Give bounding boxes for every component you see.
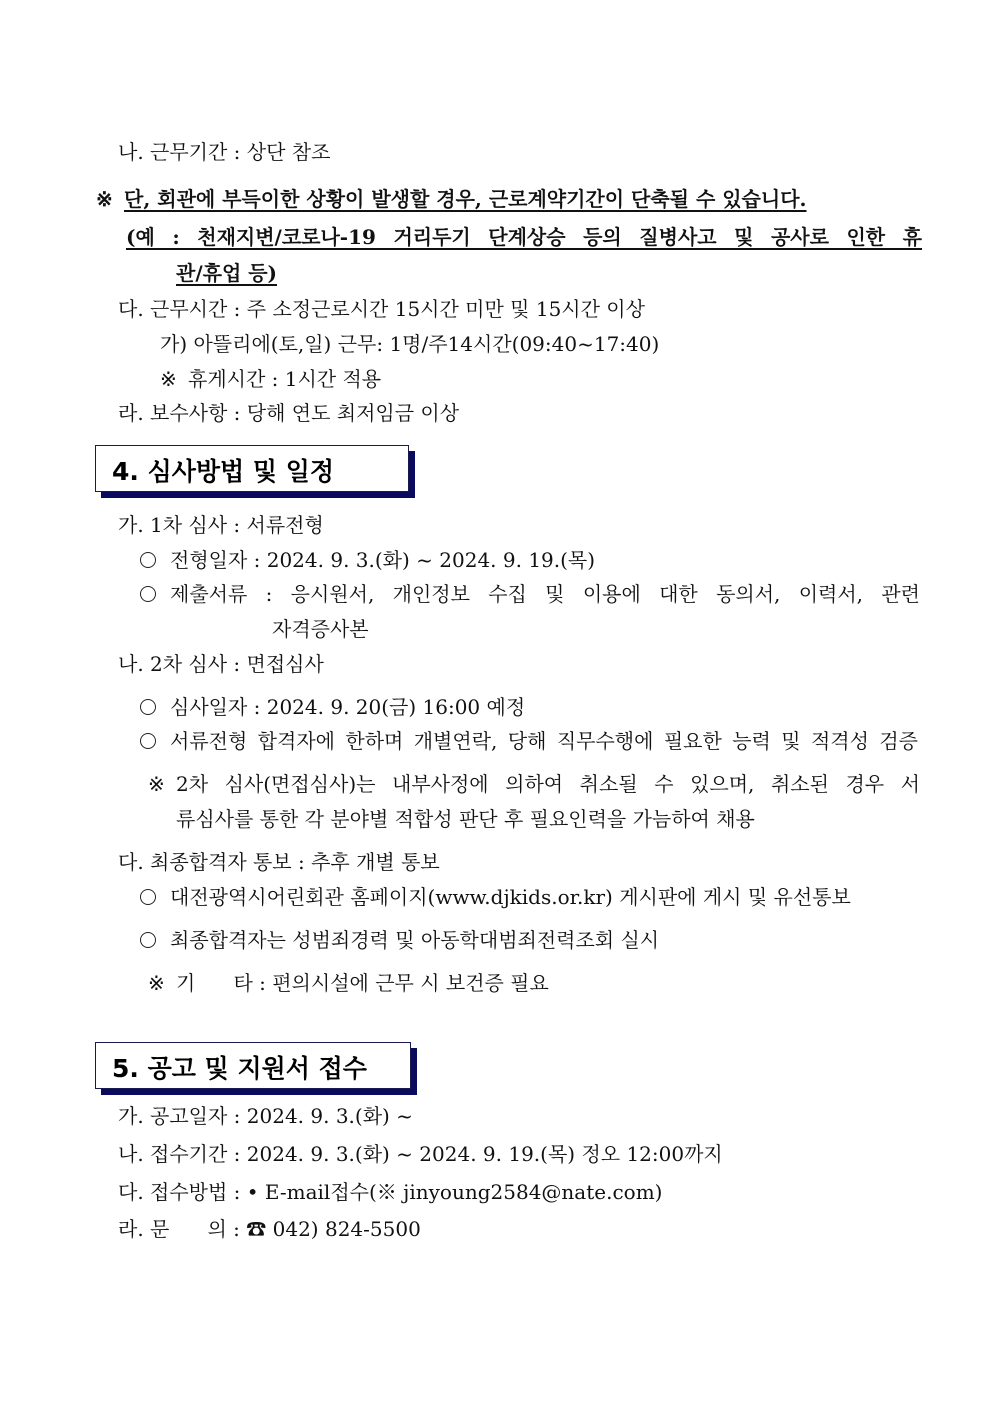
section-4-heading xyxy=(95,445,409,492)
circle-bullet-icon xyxy=(140,932,156,948)
final-1-text: 대전광역시어린회관 홈페이지(www.djkids.or.kr) 게시판에 게시 및 유선통보 xyxy=(170,885,851,909)
receipt-period: 나. 접수기간 : 2024. 9. 3.(화) ~ 2024. 9. 19.(목) 정오 12:00까지 xyxy=(118,1142,723,1166)
first-review-docs xyxy=(140,580,920,608)
etc-note xyxy=(148,969,549,997)
second-review-desc xyxy=(140,727,918,755)
notice-text-1: 단, 회관에 부득이한 상황이 발생할 경우, 근로계약기간이 단축될 수 있습니다. xyxy=(124,187,807,211)
rest-time-text: 휴게시간 : 1시간 적용 xyxy=(188,367,382,391)
second-review-note-cont: 류심사를 통한 각 분야별 적합성 판단 후 필요인력을 가늠하여 채용 xyxy=(176,807,755,831)
section-5-heading xyxy=(95,1042,411,1089)
first-review-date xyxy=(140,546,595,574)
reference-mark-icon: ※ xyxy=(96,187,113,211)
notice-date: 가. 공고일자 : 2024. 9. 3.(화) ~ xyxy=(118,1104,413,1128)
second-review-date xyxy=(140,693,525,721)
section-4-title: 4. 심사방법 및 일정 xyxy=(112,457,335,486)
second-review: 나. 2차 심사 : 면접심사 xyxy=(118,652,324,676)
reference-mark-icon: ※ xyxy=(160,367,177,391)
final-2-text: 최종합격자는 성범죄경력 및 아동학대범죄전력조회 실시 xyxy=(170,928,660,952)
rest-time xyxy=(160,365,381,393)
reference-mark-icon: ※ xyxy=(148,971,165,995)
first-docs-text: 제출서류 : 응시원서, 개인정보 수집 및 이용에 대한 동의서, 이력서, 관련 xyxy=(170,582,920,606)
circle-bullet-icon xyxy=(140,699,156,715)
notice-line-3: 관/휴업 등) xyxy=(176,261,278,285)
section-5-title: 5. 공고 및 지원서 접수 xyxy=(112,1054,367,1083)
receipt-method: 다. 접수방법 : • E-mail접수(※ jinyoung2584@nate.com) xyxy=(118,1180,663,1204)
first-review-docs-cont: 자격증사본 xyxy=(272,617,369,641)
reference-mark-icon: ※ xyxy=(148,772,165,796)
second-desc-text: 서류전형 합격자에 한하며 개별연락, 당해 직무수행에 필요한 능력 및 적격성 검증 xyxy=(170,729,918,753)
notice-line-2: (예 : 천재지변/코로나-19 거리두기 단계상승 등의 질병사고 및 공사로 인한 휴 xyxy=(126,225,922,249)
atelier-work: 가) 아뜰리에(토,일) 근무: 1명/주14시간(09:40~17:40) xyxy=(160,332,660,356)
circle-bullet-icon xyxy=(140,733,156,749)
first-date-text: 전형일자 : 2024. 9. 3.(화) ~ 2024. 9. 19.(목) xyxy=(170,548,596,572)
work-hours: 다. 근무시간 : 주 소정근로시간 15시간 미만 및 15시간 이상 xyxy=(118,297,645,321)
contact: 라. 문 의 : ☎ 042) 824-5500 xyxy=(118,1217,421,1241)
circle-bullet-icon xyxy=(140,552,156,568)
work-period: 나. 근무기간 : 상단 참조 xyxy=(118,140,331,164)
final-notice-1 xyxy=(140,883,851,911)
etc-text: 기 타 : 편의시설에 근무 시 보건증 필요 xyxy=(176,971,549,995)
final-notice: 다. 최종합격자 통보 : 추후 개별 통보 xyxy=(118,850,440,874)
final-notice-2 xyxy=(140,926,659,954)
second-review-note xyxy=(148,770,920,798)
circle-bullet-icon xyxy=(140,586,156,602)
first-review: 가. 1차 심사 : 서류전형 xyxy=(118,513,324,537)
second-date-text: 심사일자 : 2024. 9. 20(금) 16:00 예정 xyxy=(170,695,526,719)
notice-line-1 xyxy=(96,185,806,213)
circle-bullet-icon xyxy=(140,889,156,905)
pay: 라. 보수사항 : 당해 연도 최저임금 이상 xyxy=(118,401,460,425)
second-note-text: 2차 심사(면접심사)는 내부사정에 의하여 취소될 수 있으며, 취소된 경우 서 xyxy=(176,772,920,796)
